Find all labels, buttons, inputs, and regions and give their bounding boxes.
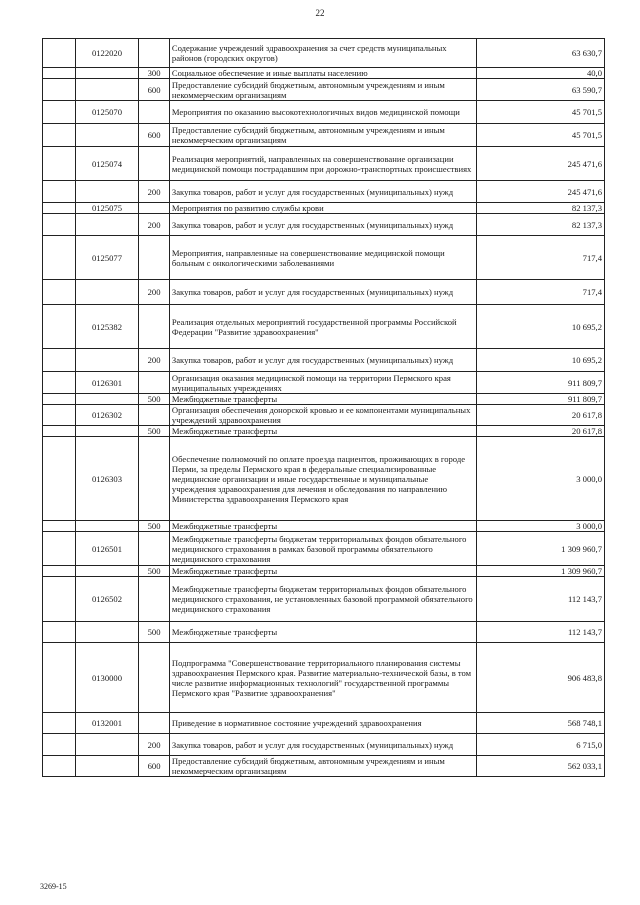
- expense-type-cell: [139, 643, 170, 713]
- table-row: [43, 734, 605, 756]
- expense-type-cell: 200: [139, 349, 170, 372]
- amount-cell: 40,0: [477, 68, 605, 79]
- page-number: 22: [315, 8, 325, 18]
- code-cell: [75, 756, 138, 777]
- code-cell: 0126501: [75, 532, 138, 566]
- table-row: [43, 713, 605, 734]
- code-cell: 0125070: [75, 101, 138, 124]
- table-row: [43, 756, 605, 777]
- table-row: [43, 437, 605, 521]
- name-cell: Организация обеспечения донорской кровью и ее компонентами муниципальных учреждений здравоохранения: [169, 405, 476, 426]
- name-cell: Закупка товаров, работ и услуг для государственных (муниципальных) нужд: [169, 214, 476, 236]
- code-cell: [75, 181, 138, 203]
- blank-cell: [43, 622, 76, 643]
- table-row: [43, 280, 605, 305]
- amount-cell: 20 617,8: [477, 426, 605, 437]
- code-cell: 0125075: [75, 203, 138, 214]
- name-cell: Мероприятия по развитию службы крови: [169, 203, 476, 214]
- amount-cell: 568 748,1: [477, 713, 605, 734]
- name-cell: Мероприятия, направленные на совершенствование медицинской помощи больным с онкологическими заболеваниями: [169, 236, 476, 280]
- name-cell: Закупка товаров, работ и услуг для государственных (муниципальных) нужд: [169, 181, 476, 203]
- code-cell: 0125077: [75, 236, 138, 280]
- name-cell: Межбюджетные трансферты: [169, 521, 476, 532]
- name-cell: Организация оказания медицинской помощи на территории Пермского края муниципальных учреждениях: [169, 372, 476, 394]
- expense-type-cell: [139, 372, 170, 394]
- name-cell: Реализация мероприятий, направленных на совершенствование организации медицинской помощи пострадавшим при дорожно-транспортных происшествиях: [169, 147, 476, 181]
- blank-cell: [43, 39, 76, 68]
- table-row: [43, 349, 605, 372]
- blank-cell: [43, 305, 76, 349]
- expense-type-cell: 200: [139, 214, 170, 236]
- table-row: [43, 305, 605, 349]
- code-cell: 0122020: [75, 39, 138, 68]
- code-cell: [75, 426, 138, 437]
- amount-cell: 245 471,6: [477, 181, 605, 203]
- amount-cell: 82 137,3: [477, 203, 605, 214]
- blank-cell: [43, 394, 76, 405]
- amount-cell: 112 143,7: [477, 577, 605, 622]
- table-body: [43, 39, 605, 777]
- code-cell: 0126301: [75, 372, 138, 394]
- table-row: [43, 643, 605, 713]
- table-row: [43, 203, 605, 214]
- name-cell: Подпрограмма "Совершенствование территориального планирования системы здравоохранения Пермского края. Развитие материально-технической базы, в том числе развитие информационных технологий" государственной программы Пермского края "Развитие здравоохранения": [169, 643, 476, 713]
- blank-cell: [43, 79, 76, 101]
- amount-cell: 1 309 960,7: [477, 532, 605, 566]
- expense-type-cell: [139, 577, 170, 622]
- blank-cell: [43, 203, 76, 214]
- code-cell: [75, 79, 138, 101]
- expense-type-cell: [139, 713, 170, 734]
- table-row: [43, 394, 605, 405]
- code-cell: 0130000: [75, 643, 138, 713]
- name-cell: Реализация отдельных мероприятий государственной программы Российской Федерации "Развитие здравоохранения": [169, 305, 476, 349]
- code-cell: [75, 521, 138, 532]
- amount-cell: 911 809,7: [477, 372, 605, 394]
- table-row: [43, 101, 605, 124]
- name-cell: Предоставление субсидий бюджетным, автономным учреждениям и иным некоммерческим организациям: [169, 79, 476, 101]
- table-row: [43, 68, 605, 79]
- blank-cell: [43, 68, 76, 79]
- expense-type-cell: 200: [139, 280, 170, 305]
- amount-cell: 45 701,5: [477, 101, 605, 124]
- expense-type-cell: 600: [139, 124, 170, 147]
- code-cell: [75, 349, 138, 372]
- blank-cell: [43, 372, 76, 394]
- expense-type-cell: 500: [139, 622, 170, 643]
- amount-cell: 10 695,2: [477, 305, 605, 349]
- blank-cell: [43, 426, 76, 437]
- blank-cell: [43, 280, 76, 305]
- budget-table: [42, 38, 605, 777]
- code-cell: 0132001: [75, 713, 138, 734]
- blank-cell: [43, 713, 76, 734]
- name-cell: Предоставление субсидий бюджетным, автономным учреждениям и иным некоммерческим организациям: [169, 756, 476, 777]
- code-cell: 0126502: [75, 577, 138, 622]
- code-cell: [75, 280, 138, 305]
- table-row: [43, 532, 605, 566]
- table-row: [43, 147, 605, 181]
- name-cell: Межбюджетные трансферты: [169, 394, 476, 405]
- amount-cell: 82 137,3: [477, 214, 605, 236]
- code-cell: 0125382: [75, 305, 138, 349]
- blank-cell: [43, 521, 76, 532]
- table-row: [43, 39, 605, 68]
- table-row: [43, 79, 605, 101]
- amount-cell: 45 701,5: [477, 124, 605, 147]
- code-cell: 0126302: [75, 405, 138, 426]
- expense-type-cell: [139, 405, 170, 426]
- amount-cell: 63 630,7: [477, 39, 605, 68]
- blank-cell: [43, 643, 76, 713]
- name-cell: Предоставление субсидий бюджетным, автономным учреждениям и иным некоммерческим организациям: [169, 124, 476, 147]
- name-cell: Закупка товаров, работ и услуг для государственных (муниципальных) нужд: [169, 349, 476, 372]
- name-cell: Межбюджетные трансферты: [169, 622, 476, 643]
- blank-cell: [43, 214, 76, 236]
- expense-type-cell: 500: [139, 394, 170, 405]
- name-cell: Обеспечение полномочий по оплате проезда пациентов, проживающих в городе Перми, за пределы Пермского края в федеральные специализированные медицинские организации и иные государственные и муниципальные учреждения здравоохранения для лечения и обследования по направлению Министерства здравоохранения Пермского края: [169, 437, 476, 521]
- expense-type-cell: [139, 147, 170, 181]
- name-cell: Мероприятия по оказанию высокотехнологичных видов медицинской помощи: [169, 101, 476, 124]
- name-cell: Приведение в нормативное состояние учреждений здравоохранения: [169, 713, 476, 734]
- blank-cell: [43, 566, 76, 577]
- expense-type-cell: 200: [139, 181, 170, 203]
- blank-cell: [43, 577, 76, 622]
- table-row: [43, 521, 605, 532]
- name-cell: Межбюджетные трансферты: [169, 566, 476, 577]
- expense-type-cell: [139, 532, 170, 566]
- code-cell: [75, 734, 138, 756]
- name-cell: Межбюджетные трансферты бюджетам территориальных фондов обязательного медицинского страхования, не установленных базовой программой обязательного медицинского страхования: [169, 577, 476, 622]
- amount-cell: 717,4: [477, 236, 605, 280]
- amount-cell: 245 471,6: [477, 147, 605, 181]
- amount-cell: 562 033,1: [477, 756, 605, 777]
- expense-type-cell: [139, 236, 170, 280]
- footer-code: 3269-15: [40, 882, 67, 891]
- code-cell: [75, 622, 138, 643]
- amount-cell: 20 617,8: [477, 405, 605, 426]
- blank-cell: [43, 147, 76, 181]
- name-cell: Межбюджетные трансферты: [169, 426, 476, 437]
- code-cell: [75, 394, 138, 405]
- table-row: [43, 622, 605, 643]
- amount-cell: 63 590,7: [477, 79, 605, 101]
- code-cell: [75, 68, 138, 79]
- blank-cell: [43, 756, 76, 777]
- expense-type-cell: 300: [139, 68, 170, 79]
- table-row: [43, 372, 605, 394]
- blank-cell: [43, 124, 76, 147]
- blank-cell: [43, 236, 76, 280]
- expense-type-cell: 500: [139, 521, 170, 532]
- amount-cell: 911 809,7: [477, 394, 605, 405]
- table-row: [43, 577, 605, 622]
- code-cell: [75, 214, 138, 236]
- table-row: [43, 214, 605, 236]
- name-cell: Закупка товаров, работ и услуг для государственных (муниципальных) нужд: [169, 280, 476, 305]
- blank-cell: [43, 101, 76, 124]
- code-cell: [75, 566, 138, 577]
- blank-cell: [43, 181, 76, 203]
- name-cell: Социальное обеспечение и иные выплаты населению: [169, 68, 476, 79]
- table-row: [43, 566, 605, 577]
- expense-type-cell: 200: [139, 734, 170, 756]
- expense-type-cell: [139, 39, 170, 68]
- blank-cell: [43, 437, 76, 521]
- amount-cell: 6 715,0: [477, 734, 605, 756]
- expense-type-cell: 500: [139, 426, 170, 437]
- expense-type-cell: [139, 305, 170, 349]
- expense-type-cell: 500: [139, 566, 170, 577]
- code-cell: 0125074: [75, 147, 138, 181]
- name-cell: Содержание учреждений здравоохранения за счет средств муниципальных районов (городских округов): [169, 39, 476, 68]
- blank-cell: [43, 532, 76, 566]
- amount-cell: 717,4: [477, 280, 605, 305]
- name-cell: Закупка товаров, работ и услуг для государственных (муниципальных) нужд: [169, 734, 476, 756]
- blank-cell: [43, 405, 76, 426]
- code-cell: 0126303: [75, 437, 138, 521]
- amount-cell: 1 309 960,7: [477, 566, 605, 577]
- amount-cell: 10 695,2: [477, 349, 605, 372]
- expense-type-cell: [139, 101, 170, 124]
- amount-cell: 3 000,0: [477, 437, 605, 521]
- expense-type-cell: 600: [139, 756, 170, 777]
- expense-type-cell: [139, 203, 170, 214]
- expense-type-cell: 600: [139, 79, 170, 101]
- table-row: [43, 124, 605, 147]
- table-row: [43, 181, 605, 203]
- amount-cell: 906 483,8: [477, 643, 605, 713]
- code-cell: [75, 124, 138, 147]
- blank-cell: [43, 734, 76, 756]
- table-row: [43, 236, 605, 280]
- name-cell: Межбюджетные трансферты бюджетам территориальных фондов обязательного медицинского страхования в рамках базовой программы обязательного медицинского страхования: [169, 532, 476, 566]
- amount-cell: 3 000,0: [477, 521, 605, 532]
- amount-cell: 112 143,7: [477, 622, 605, 643]
- blank-cell: [43, 349, 76, 372]
- table-row: [43, 426, 605, 437]
- table-row: [43, 405, 605, 426]
- expense-type-cell: [139, 437, 170, 521]
